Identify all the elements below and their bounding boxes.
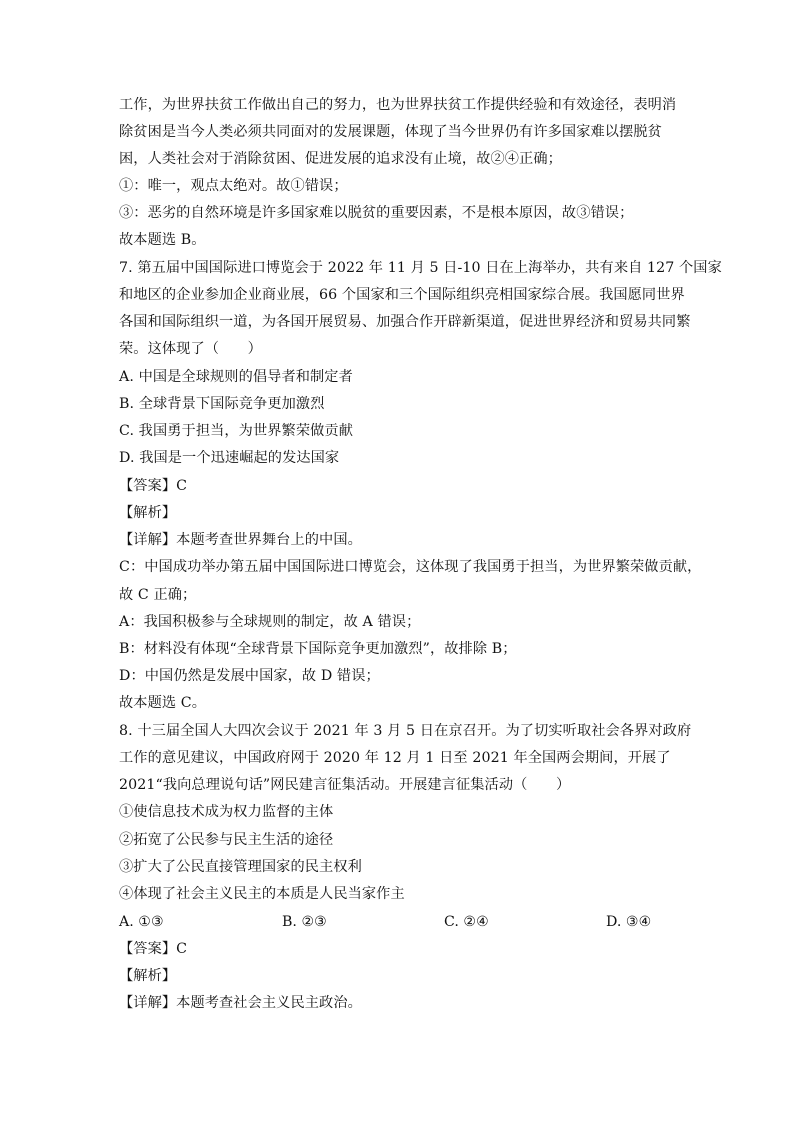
explanation-line: D：中国仍然是发展中国家，故 D 错误； [119, 668, 380, 684]
question-8-statement: ④体现了社会主义民主的本质是人民当家作主 [119, 886, 405, 902]
explanation-line: A：我国积极参与全球规则的制定，故 A 错误； [119, 614, 421, 630]
question-7-option-d: D. 我国是一个迅速崛起的发达国家 [119, 450, 340, 466]
text-line: ③：恶劣的自然环境是许多国家难以脱贫的重要因素，不是根本原因，故③错误； [119, 205, 634, 221]
explanation-line: 故 C 正确； [119, 587, 197, 603]
text-line: 困，人类社会对于消除贫困、促进发展的追求没有止境，故②④正确； [119, 151, 562, 167]
question-7-option-a: A. 中国是全球规则的倡导者和制定者 [119, 369, 353, 385]
question-8-stem: 8. 十三届全国人大四次会议于 2021 年 3 月 5 日在京召开。为了切实听取社会各界对政府 [119, 723, 692, 739]
question-7-option-c: C. 我国勇于担当，为世界繁荣做贡献 [119, 423, 353, 439]
question-8-statement: ①使信息技术成为权力监督的主体 [119, 804, 334, 820]
explanation-line: B：材料没有体现“全球背景下国际竞争更加激烈”，故排除 B； [119, 641, 517, 657]
text-line: 除贫困是当今人类必须共同面对的发展课题，体现了当今世界仍有许多国家难以摆脱贫 [119, 124, 662, 140]
detail-label: 【详解】本题考查社会主义民主政治。 [119, 995, 362, 1011]
answer-label: 【答案】C [119, 478, 188, 494]
question-8-stem: 2021“我向总理说句话”网民建言征集活动。开展建言征集活动（ ） [119, 777, 571, 793]
question-8-option-b: B. ②③ [282, 914, 327, 930]
question-8-option-a: A. ①③ [119, 914, 164, 930]
text-line: 故本题选 B。 [119, 232, 206, 248]
question-7-stem: 荣。这体现了（ ） [119, 341, 262, 357]
question-8-option-c: C. ②④ [444, 914, 489, 930]
explanation-line: 故本题选 C。 [119, 695, 207, 711]
answer-label: 【答案】C [119, 941, 188, 957]
explanation-line: C：中国成功举办第五届中国国际进口博览会，这体现了我国勇于担当，为世界繁荣做贡献， [119, 559, 702, 575]
question-8-stem: 工作的意见建议，中国政府网于 2020 年 12 月 1 日至 2021 年全国两会期间，开展了 [119, 750, 671, 766]
question-7-stem: 和地区的企业参加企业商业展，66 个国家和三个国际组织亮相国家综合展。我国愿同世界 [119, 287, 685, 303]
analysis-label: 【解析】 [119, 505, 177, 521]
text-line: 工作，为世界扶贫工作做出自己的努力，也为世界扶贫工作提供经验和有效途径，表明消 [119, 97, 677, 113]
text-line: ①：唯一，观点太绝对。故①错误； [119, 178, 348, 194]
analysis-label: 【解析】 [119, 968, 177, 984]
detail-label: 【详解】本题考查世界舞台上的中国。 [119, 532, 362, 548]
question-8-option-d: D. ③④ [606, 914, 652, 930]
question-7-stem: 各国和国际组织一道，为各国开展贸易、加强合作开辟新渠道，促进世界经济和贸易共同繁 [119, 314, 691, 330]
question-8-statement: ③扩大了公民直接管理国家的民主权利 [119, 859, 362, 875]
question-8-statement: ②拓宽了公民参与民主生活的途径 [119, 832, 334, 848]
question-7-stem: 7. 第五届中国国际进口博览会于 2022 年 11 月 5 日-10 日在上海举办，共有来自 127 个国家 [119, 260, 722, 276]
question-7-option-b: B. 全球背景下国际竞争更加激烈 [119, 396, 325, 412]
